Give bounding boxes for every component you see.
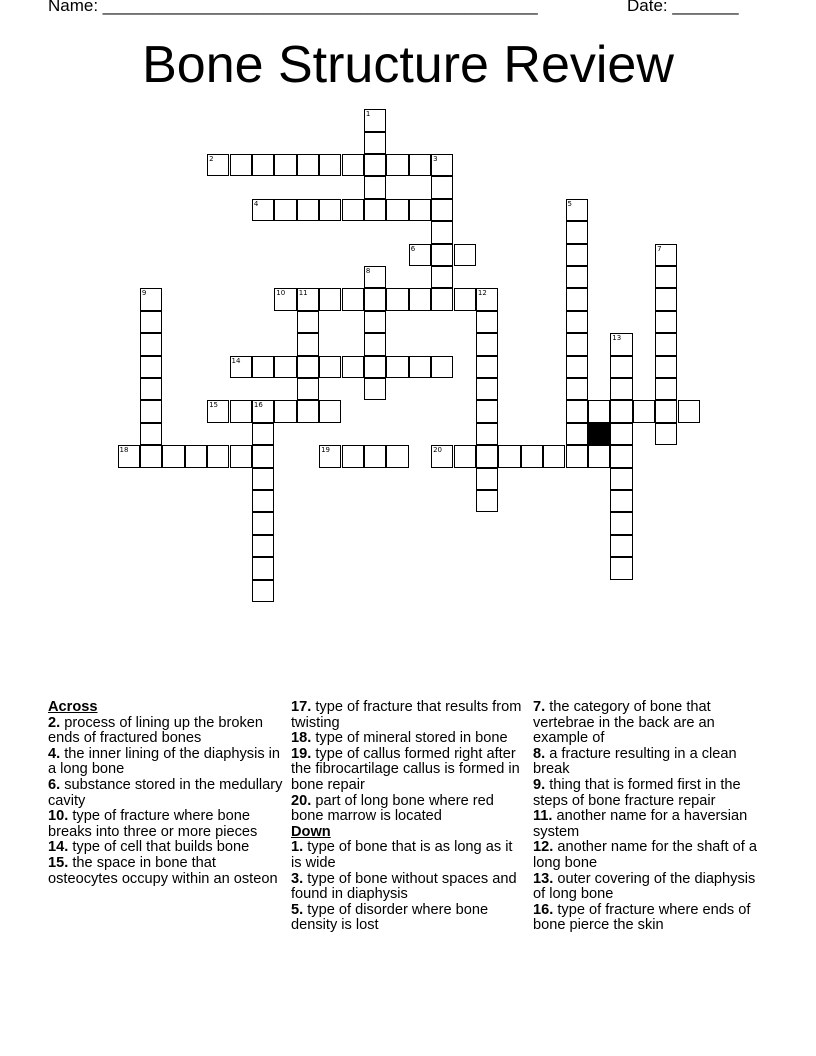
clue-across-15: 15. the space in bone that osteocytes occupy within an osteon bbox=[48, 854, 278, 887]
grid-cell[interactable] bbox=[252, 445, 274, 467]
grid-cell[interactable] bbox=[140, 445, 162, 467]
grid-cell[interactable] bbox=[364, 378, 386, 400]
grid-cell[interactable] bbox=[297, 400, 319, 422]
clue-number: 9 bbox=[141, 289, 147, 298]
grid-cell[interactable] bbox=[566, 445, 588, 467]
grid-cell[interactable] bbox=[566, 244, 588, 266]
grid-cell[interactable] bbox=[610, 512, 632, 534]
grid-cell[interactable] bbox=[476, 468, 498, 490]
date-field[interactable]: Date: _______ bbox=[627, 0, 739, 15]
across-heading: Across bbox=[48, 699, 98, 715]
grid-cell-16[interactable] bbox=[252, 400, 274, 422]
grid-cell[interactable] bbox=[252, 468, 274, 490]
grid-cell[interactable] bbox=[230, 400, 252, 422]
clue-across-2: 2. process of lining up the broken ends of fractured bones bbox=[48, 714, 263, 747]
grid-cell-19[interactable] bbox=[319, 445, 341, 467]
clue-across-6: 6. substance stored in the medullary cavity bbox=[48, 776, 283, 809]
clue-number: 2 bbox=[209, 155, 214, 163]
grid-cell[interactable] bbox=[431, 266, 453, 288]
clue-across-4: 4. the inner lining of the diaphysis in a long bone bbox=[48, 745, 281, 778]
grid-cell[interactable] bbox=[364, 154, 386, 176]
grid-cell[interactable] bbox=[431, 244, 453, 266]
clue-across-18: 18. type of mineral stored in bone bbox=[291, 730, 508, 747]
grid-cell[interactable] bbox=[252, 490, 274, 512]
clue-down-7: 7. the category of bone that vertebrae in the back are an example of bbox=[533, 699, 715, 747]
grid-cell[interactable] bbox=[342, 154, 364, 176]
clue-number: 11 bbox=[298, 289, 308, 298]
grid-cell[interactable] bbox=[386, 154, 408, 176]
grid-cell[interactable] bbox=[364, 199, 386, 221]
grid-cell[interactable] bbox=[274, 400, 296, 422]
grid-cell[interactable] bbox=[252, 423, 274, 445]
grid-cell[interactable] bbox=[566, 378, 588, 400]
clue-number: 20 bbox=[433, 446, 443, 455]
grid-cell[interactable] bbox=[610, 445, 632, 467]
grid-cell[interactable] bbox=[476, 490, 498, 512]
grid-cell[interactable] bbox=[476, 356, 498, 378]
grid-cell[interactable] bbox=[655, 266, 677, 288]
grid-cell[interactable] bbox=[297, 356, 319, 378]
grid-cell[interactable] bbox=[342, 199, 364, 221]
grid-cell[interactable] bbox=[610, 378, 632, 400]
grid-cell[interactable] bbox=[274, 356, 296, 378]
clue-down-11: 11. another name for a haversian system bbox=[533, 808, 748, 840]
grid-cell-18[interactable] bbox=[118, 445, 140, 467]
grid-cell[interactable] bbox=[610, 400, 632, 422]
clues-column-1 bbox=[48, 700, 284, 887]
clue-number: 3 bbox=[433, 155, 438, 163]
grid-cell[interactable] bbox=[409, 356, 431, 378]
grid-cell-8[interactable] bbox=[364, 266, 386, 288]
grid-cell[interactable] bbox=[610, 557, 632, 579]
grid-cell[interactable] bbox=[364, 333, 386, 355]
grid-cell[interactable] bbox=[431, 356, 453, 378]
grid-cell[interactable] bbox=[610, 423, 632, 445]
grid-cell[interactable] bbox=[297, 378, 319, 400]
grid-cell[interactable] bbox=[655, 288, 677, 310]
grid-cell-6[interactable] bbox=[409, 244, 431, 266]
grid-cell[interactable] bbox=[140, 378, 162, 400]
grid-cell[interactable] bbox=[476, 378, 498, 400]
grid-cell-10[interactable] bbox=[274, 288, 296, 310]
clue-across-20: 20. part of long bone where red bone marrow is located bbox=[291, 792, 494, 825]
grid-cell[interactable] bbox=[454, 445, 476, 467]
clue-across-19: 19. type of callus formed right after the fibrocartilage callus is formed in bone repair bbox=[291, 745, 520, 793]
grid-cell[interactable] bbox=[566, 266, 588, 288]
grid-cell[interactable] bbox=[610, 356, 632, 378]
clues-column-2 bbox=[291, 700, 527, 934]
clue-number: 6 bbox=[410, 244, 416, 253]
grid-cell[interactable] bbox=[566, 423, 588, 445]
grid-cell-3[interactable] bbox=[431, 154, 453, 176]
clue-down-3: 3. type of bone without spaces and found in diaphysis bbox=[291, 870, 517, 903]
grid-cell[interactable] bbox=[274, 154, 296, 176]
grid-cell[interactable] bbox=[140, 423, 162, 445]
grid-cell[interactable] bbox=[297, 311, 319, 333]
grid-cell[interactable] bbox=[230, 154, 252, 176]
grid-cell-12[interactable] bbox=[476, 288, 498, 310]
clue-number: 16 bbox=[253, 401, 263, 410]
clue-number: 10 bbox=[276, 289, 286, 298]
grid-cell[interactable] bbox=[319, 400, 341, 422]
grid-cell[interactable] bbox=[252, 356, 274, 378]
grid-cell[interactable] bbox=[409, 288, 431, 310]
grid-cell[interactable] bbox=[364, 288, 386, 310]
clue-number: 18 bbox=[119, 446, 129, 455]
clues-column-3 bbox=[533, 700, 769, 934]
clue-down-8: 8. a fracture resulting in a clean break bbox=[533, 745, 737, 778]
clue-across-14: 14. type of cell that builds bone bbox=[48, 839, 250, 856]
grid-cell[interactable] bbox=[431, 221, 453, 243]
clue-down-16: 16. type of fracture where ends of bone pierce the skin bbox=[533, 901, 751, 934]
grid-cell[interactable] bbox=[566, 356, 588, 378]
grid-cell[interactable] bbox=[319, 154, 341, 176]
clue-down-1: 1. type of bone that is as long as it is wide bbox=[291, 839, 513, 871]
grid-cell[interactable] bbox=[566, 288, 588, 310]
grid-cell[interactable] bbox=[319, 356, 341, 378]
clue-number: 7 bbox=[657, 244, 662, 253]
grid-cell[interactable] bbox=[252, 512, 274, 534]
clue-number: 15 bbox=[209, 401, 219, 410]
grid-cell[interactable] bbox=[566, 333, 588, 355]
grid-cell[interactable] bbox=[274, 199, 296, 221]
grid-cell[interactable] bbox=[610, 468, 632, 490]
grid-cell[interactable] bbox=[655, 333, 677, 355]
grid-cell[interactable] bbox=[431, 199, 453, 221]
grid-cell-4[interactable] bbox=[252, 199, 274, 221]
clue-across-17: 17. type of fracture that results from twisting bbox=[291, 699, 522, 731]
grid-cell[interactable] bbox=[610, 535, 632, 557]
grid-cell[interactable] bbox=[655, 356, 677, 378]
grid-cell[interactable] bbox=[543, 445, 565, 467]
grid-cell[interactable] bbox=[162, 445, 184, 467]
grid-cell[interactable] bbox=[610, 490, 632, 512]
grid-cell[interactable] bbox=[140, 356, 162, 378]
clue-down-9: 9. thing that is formed first in the steps of bone fracture repair bbox=[533, 776, 741, 809]
clue-number: 4 bbox=[253, 199, 259, 208]
grid-cell[interactable] bbox=[409, 154, 431, 176]
grid-cell[interactable] bbox=[633, 400, 655, 422]
grid-cell[interactable] bbox=[364, 176, 386, 198]
grid-cell[interactable] bbox=[476, 333, 498, 355]
grid-cell[interactable] bbox=[476, 400, 498, 422]
grid-cell[interactable] bbox=[297, 333, 319, 355]
grid-cell[interactable] bbox=[342, 356, 364, 378]
clue-down-13: 13. outer covering of the diaphysis of long bone bbox=[533, 870, 756, 903]
page-title: Bone Structure Review bbox=[142, 36, 674, 94]
grid-cell[interactable] bbox=[386, 445, 408, 467]
grid-cell[interactable] bbox=[566, 400, 588, 422]
grid-cell[interactable] bbox=[476, 423, 498, 445]
clue-number: 5 bbox=[567, 199, 572, 208]
grid-cell[interactable] bbox=[431, 176, 453, 198]
grid-cell[interactable] bbox=[454, 244, 476, 266]
grid-cell[interactable] bbox=[588, 445, 610, 467]
grid-cell[interactable] bbox=[185, 445, 207, 467]
grid-cell-7[interactable] bbox=[655, 244, 677, 266]
grid-cell-2[interactable] bbox=[207, 154, 229, 176]
clue-down-12: 12. another name for the shaft of a long bone bbox=[533, 839, 757, 871]
name-field[interactable]: Name: ______________________________________________ bbox=[48, 0, 538, 15]
grid-cell-20[interactable] bbox=[431, 445, 453, 467]
grid-cell-13[interactable] bbox=[610, 333, 632, 355]
clue-number: 14 bbox=[231, 356, 241, 365]
grid-cell-9[interactable] bbox=[140, 288, 162, 310]
grid-cell[interactable] bbox=[364, 445, 386, 467]
grid-cell[interactable] bbox=[140, 400, 162, 422]
grid-cell[interactable] bbox=[364, 132, 386, 154]
grid-cell[interactable] bbox=[319, 199, 341, 221]
grid-cell[interactable] bbox=[319, 288, 341, 310]
black-square bbox=[588, 423, 610, 445]
grid-cell[interactable] bbox=[386, 199, 408, 221]
grid-cell[interactable] bbox=[364, 356, 386, 378]
grid-cell[interactable] bbox=[655, 311, 677, 333]
grid-cell[interactable] bbox=[140, 333, 162, 355]
grid-cell[interactable] bbox=[230, 445, 252, 467]
down-heading: Down bbox=[291, 823, 331, 840]
clue-number: 8 bbox=[365, 267, 371, 275]
grid-cell[interactable] bbox=[655, 400, 677, 422]
grid-cell[interactable] bbox=[140, 311, 162, 333]
grid-cell[interactable] bbox=[342, 445, 364, 467]
grid-cell[interactable] bbox=[297, 154, 319, 176]
grid-cell[interactable] bbox=[678, 400, 700, 422]
clue-number: 12 bbox=[477, 289, 487, 298]
grid-cell[interactable] bbox=[655, 423, 677, 445]
grid-cell-5[interactable] bbox=[566, 199, 588, 221]
clue-across-10: 10. type of fracture where bone breaks into three or more pieces bbox=[48, 808, 258, 840]
grid-cell[interactable] bbox=[342, 288, 364, 310]
grid-cell[interactable] bbox=[476, 311, 498, 333]
grid-cell[interactable] bbox=[498, 445, 520, 467]
clue-number: 19 bbox=[321, 446, 331, 455]
grid-cell[interactable] bbox=[386, 356, 408, 378]
grid-cell-14[interactable] bbox=[230, 356, 252, 378]
grid-cell[interactable] bbox=[386, 288, 408, 310]
grid-cell-11[interactable] bbox=[297, 288, 319, 310]
grid-cell[interactable] bbox=[207, 445, 229, 467]
grid-cell[interactable] bbox=[566, 221, 588, 243]
clue-number: 13 bbox=[612, 334, 622, 343]
grid-cell[interactable] bbox=[476, 445, 498, 467]
clue-number: 1 bbox=[365, 110, 371, 119]
grid-cell[interactable] bbox=[521, 445, 543, 467]
grid-cell[interactable] bbox=[364, 311, 386, 333]
grid-cell[interactable] bbox=[454, 288, 476, 310]
grid-cell[interactable] bbox=[252, 154, 274, 176]
grid-cell[interactable] bbox=[297, 199, 319, 221]
grid-cell-1[interactable] bbox=[364, 109, 386, 131]
grid-cell[interactable] bbox=[252, 535, 274, 557]
grid-cell[interactable] bbox=[431, 288, 453, 310]
grid-cell[interactable] bbox=[566, 311, 588, 333]
grid-cell[interactable] bbox=[252, 557, 274, 579]
clue-down-5: 5. type of disorder where bone density is lost bbox=[291, 901, 489, 934]
grid-cell[interactable] bbox=[409, 199, 431, 221]
grid-cell[interactable] bbox=[252, 580, 274, 602]
grid-cell[interactable] bbox=[655, 378, 677, 400]
grid-cell[interactable] bbox=[588, 400, 610, 422]
grid-cell-15[interactable] bbox=[207, 400, 229, 422]
